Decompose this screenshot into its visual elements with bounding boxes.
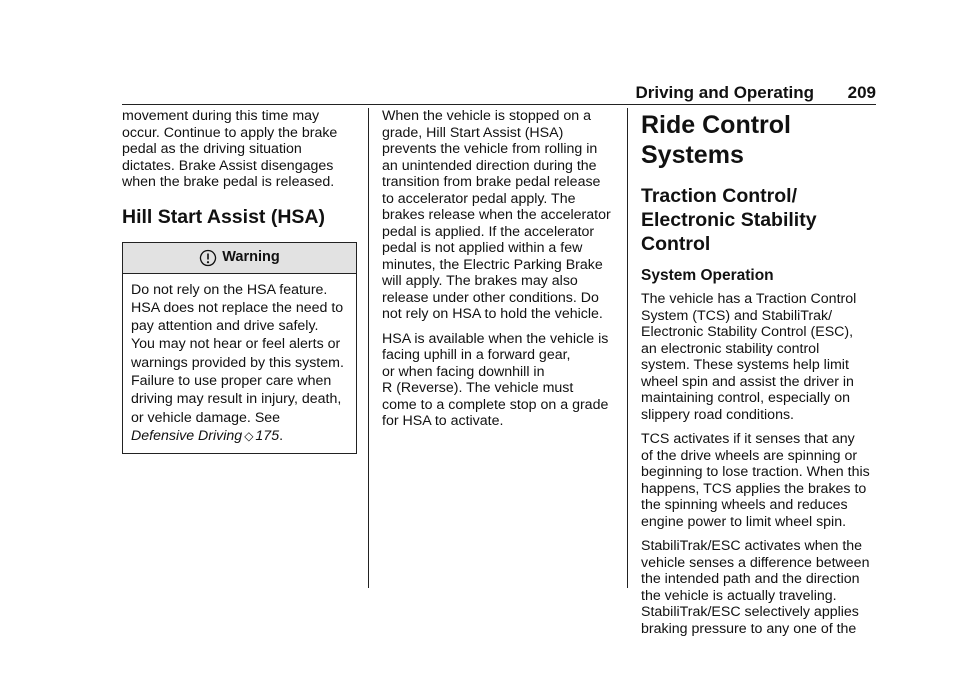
warning-body <box>123 274 356 454</box>
subsection-heading: Traction Control/ Electronic Stability Control <box>641 185 817 255</box>
column-divider-1 <box>368 108 369 588</box>
hsa-paragraph-2: HSA is available when the vehicle is facing uphill in a forward gear, or when facing downhill in R (Reverse). The vehicle must come to a complete stop on a grade for HSA to activate. <box>382 330 609 429</box>
column-divider-2 <box>627 108 628 588</box>
cross-reference-page[interactable]: 175 <box>255 427 280 444</box>
page-header <box>122 82 876 105</box>
warning-title: Warning <box>222 249 280 266</box>
section-title: Ride Control Systems <box>641 111 791 169</box>
hsa-paragraph-1: When the vehicle is stopped on a grade, Hill Start Assist (HSA) prevents the vehicle from rolling in an unintended direction during the transition from brake pedal release to accelerator pedal apply. The brakes release when the accelerator pedal is applied. If the accelerator pedal is not applied within a few minutes, the Electric Parking Brake will apply. The brakes may also release under other conditions. Do not rely on HSA to hold the vehicle. <box>382 108 611 322</box>
page-reference-icon: ◇ <box>244 428 254 443</box>
warning-header <box>123 243 356 274</box>
warning-box <box>122 242 357 455</box>
warning-icon <box>199 249 217 267</box>
warning-text: Do not rely on the HSA feature. HSA does not replace the need to pay attention and drive safely. You may not hear or feel alerts or warnings provided by this system. Failure to use proper care when driving may result in injury, death, or vehicle damage. See <box>131 281 344 426</box>
warning-end: . <box>279 427 284 444</box>
column-1 <box>122 108 357 454</box>
hsa-heading: Hill Start Assist (HSA) <box>122 205 325 228</box>
esc-paragraph-2: TCS activates if it senses that any of the drive wheels are spinning or beginning to lose traction. When this happens, TCS applies the brakes to the spinning wheels and reduces engine power to limit wheel spin. <box>641 431 870 530</box>
column-2 <box>382 108 617 438</box>
esc-paragraph-1: The vehicle has a Traction Control System (TCS) and StabiliTrak/ Electronic Stability Control (ESC), an electronic stability control system. These systems help limit wheel spin and assist the driver in maintaining control, especially on slippery road conditions. <box>641 291 857 423</box>
page-number: 209 <box>847 83 876 102</box>
intro-paragraph: movement during this time may occur. Continue to apply the brake pedal as the driving situation dictates. Brake Assist disengages when the brake pedal is released. <box>122 108 338 190</box>
cross-reference-link[interactable]: Defensive Driving <box>131 427 243 444</box>
minor-heading: System Operation <box>641 267 774 284</box>
esc-paragraph-3: StabiliTrak/ESC activates when the vehicle senses a difference between the intended path and the direction the vehicle is actually traveling. StabiliTrak/ESC selectively applies braking pressure to any one of the <box>641 538 870 637</box>
column-3 <box>641 108 881 645</box>
section-name: Driving and Operating <box>635 83 814 102</box>
